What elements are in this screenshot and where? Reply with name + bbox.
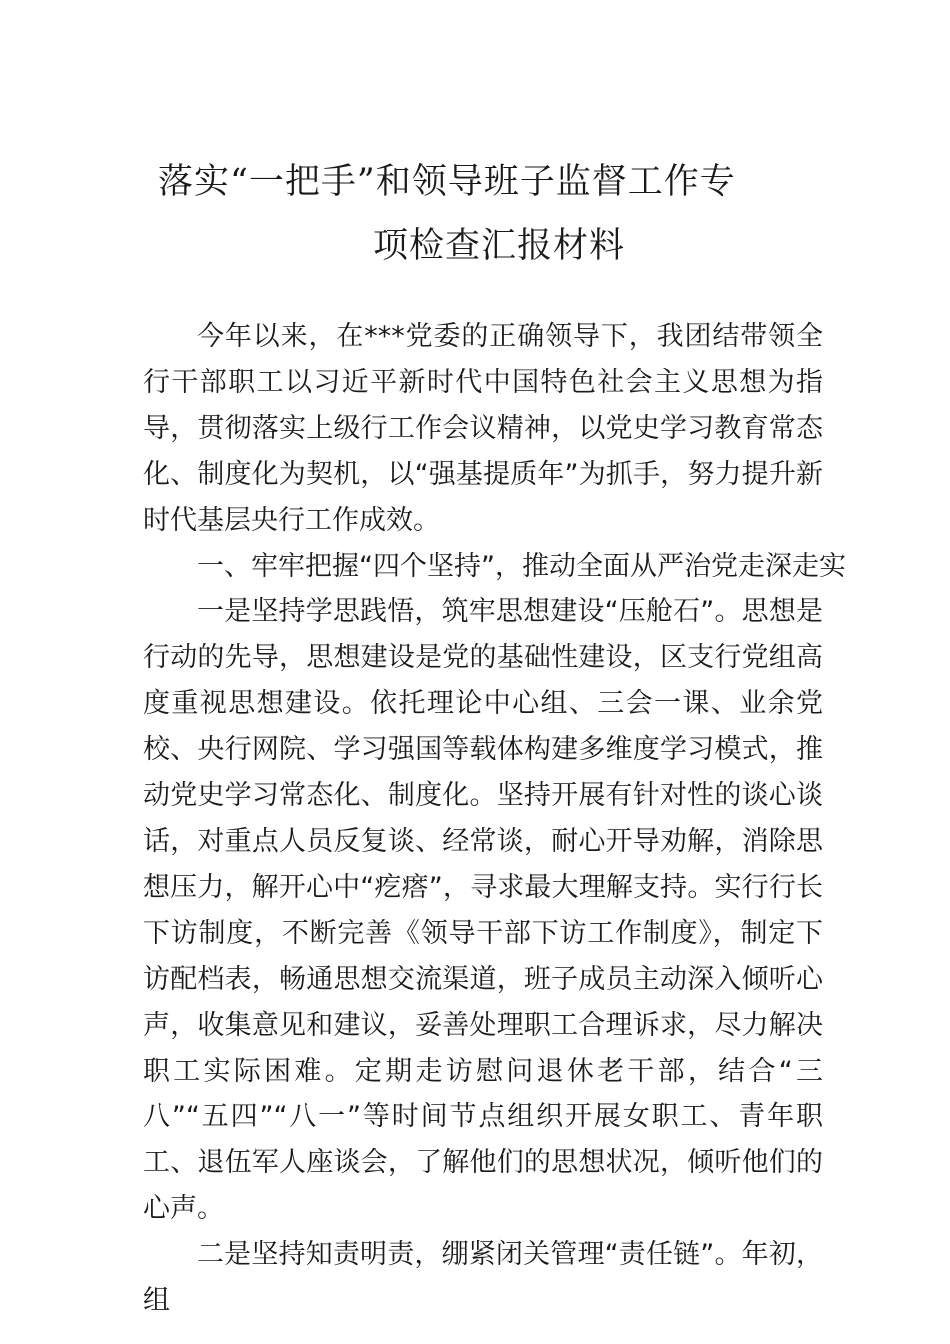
body-paragraph: 一是坚持学思践悟，筑牢思想建设“压舱石”。思想是行动的先导，思想建设是党的基础性建设，区支行党组高度重视思想建设。依托理论中心组、三会一课、业余党校、央行网院、学习强国等载体构建多维度学习模式，推动党史学习常态化、制度化。坚持开展有针对性的谈心谈话，对重点人员反复谈、经常谈，耐心开导劝解，消除思想压力，解开心中“疙瘩”，寻求最大理解支持。实行行长下访制度，不断完善《领导干部下访工作制度》，制定下访配档表，畅通思想交流渠道，班子成员主动深入倾听心声，收集意见和建议，妥善处理职工合理诉求，尽力解决职工实际困难。定期走访慰问退休老干部，结合“三八”“五四”“八一”等时间节点组织开展女职工、青年职工、退伍军人座谈会，了解他们的思想状况，倾听他们的心声。 <box>143 596 823 1225</box>
document-title-line-2: 项检查汇报材料 <box>373 226 626 266</box>
document-body <box>143 314 846 1324</box>
document-title-line-1: 落实“一把手”和领导班子监督工作专 <box>158 162 736 202</box>
body-paragraph: 二是坚持知责明责，绷紧闭关管理“责任链”。年初，组 <box>143 1239 823 1317</box>
section-heading: 一、牢牢把握“四个坚持”，推动全面从严治党走深走实 <box>197 550 846 582</box>
intro-paragraph: 今年以来，在***党委的正确领导下，我团结带领全行干部职工以习近平新时代中国特色社会主义思想为指导，贯彻落实上级行工作会议精神，以党史学习教育常态化、制度化为契机，以“强基提质年”为抓手，努力提升新时代基层央行工作成效。 <box>143 321 823 536</box>
